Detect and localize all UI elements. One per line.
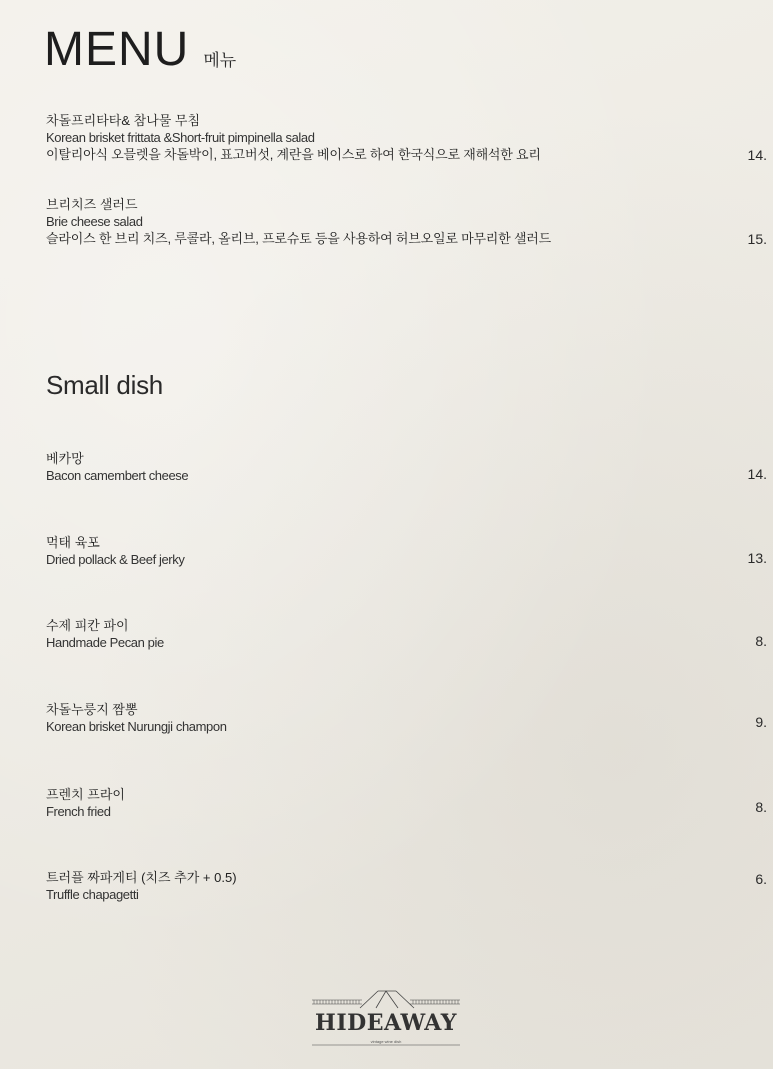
page-title: MENU (44, 23, 190, 76)
menu-item (46, 450, 726, 484)
item-price: 9. (755, 714, 767, 730)
item-name-english: Korean brisket frittata &Short-fruit pimpinella salad (46, 130, 315, 145)
item-price: 15. (747, 231, 767, 247)
item-name-english: Dried pollack & Beef jerky (46, 552, 185, 567)
item-price: 8. (755, 633, 767, 649)
menu-item (46, 196, 726, 247)
item-name-english: Handmade Pecan pie (46, 635, 164, 650)
item-name-english: Korean brisket Nurungji champon (46, 719, 227, 734)
item-name-korean: 트러플 짜파게티 (치즈 추가 + 0.5) (46, 870, 237, 885)
hideaway-logo (310, 990, 462, 1052)
section-title-small-dish: Small dish (46, 370, 163, 400)
menu-header (44, 23, 237, 76)
item-price: 14. (747, 466, 767, 482)
page-subtitle: 메뉴 (203, 51, 237, 70)
item-name-korean: 베카망 (46, 451, 84, 466)
item-price: 14. (747, 147, 767, 163)
item-description: 이탈리아식 오믈렛을 차돌박이, 표고버섯, 계란을 베이스로 하여 한국식으로 재해석한 요리 (46, 147, 541, 162)
item-name-korean: 브리치즈 샐러드 (46, 197, 138, 212)
menu-item (46, 786, 726, 820)
logo-tagline: vintage wine dish (370, 1039, 402, 1044)
logo-name: HIDEAWAY (315, 1010, 457, 1036)
menu-item (46, 869, 726, 903)
menu-item (46, 112, 726, 163)
item-name-korean: 수제 피칸 파이 (46, 618, 129, 633)
item-price: 8. (755, 799, 767, 815)
menu-item (46, 701, 726, 735)
item-price: 6. (755, 871, 767, 887)
item-name-english: Brie cheese salad (46, 214, 143, 229)
item-price: 13. (747, 550, 767, 566)
item-name-english: French fried (46, 804, 111, 819)
menu-item (46, 617, 726, 651)
item-name-korean: 차돌프리타타& 참나물 무침 (46, 113, 201, 128)
item-description: 슬라이스 한 브리 치즈, 루콜라, 올리브, 프로슈토 등을 사용하여 허브오일로 마무리한 샐러드 (46, 231, 552, 246)
item-name-english: Bacon camembert cheese (46, 468, 189, 483)
item-name-korean: 프렌치 프라이 (46, 787, 125, 802)
menu-item (46, 534, 726, 568)
item-name-korean: 먹태 육포 (46, 535, 100, 550)
item-name-english: Truffle chapagetti (46, 887, 139, 902)
item-name-korean: 차돌누룽지 짬뽕 (46, 702, 138, 717)
